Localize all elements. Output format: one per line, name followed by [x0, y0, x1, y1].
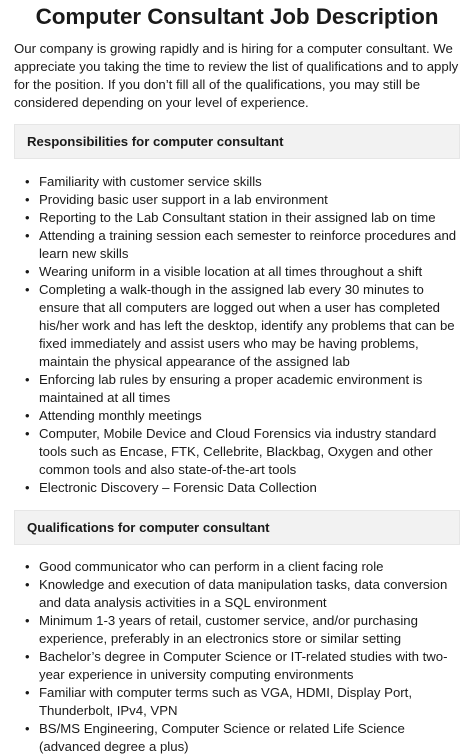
list-item	[25, 407, 460, 425]
bullet-icon: •	[25, 559, 30, 574]
bullet-icon: •	[25, 426, 30, 441]
qualifications-list	[14, 558, 460, 756]
bullet-icon: •	[25, 613, 30, 628]
qualifications-heading: Qualifications for computer consultant	[14, 510, 460, 545]
list-item-text: Enforcing lab rules by ensuring a proper academic environment is maintained at all times	[39, 372, 423, 405]
bullet-icon: •	[25, 685, 30, 700]
list-item-text: Familiar with computer terms such as VGA, HDMI, Display Port, Thunderbolt, IPv4, VPN	[39, 685, 413, 718]
list-item	[25, 576, 460, 612]
list-item-text: Providing basic user support in a lab environment	[39, 192, 328, 207]
list-item	[25, 281, 460, 371]
list-item-text: Wearing uniform in a visible location at all times throughout a shift	[39, 264, 423, 279]
list-item	[25, 720, 460, 756]
bullet-icon: •	[25, 282, 30, 297]
list-item	[25, 425, 460, 479]
list-item	[25, 479, 460, 497]
responsibilities-list	[14, 173, 460, 497]
list-item	[25, 648, 460, 684]
list-item	[25, 558, 460, 576]
bullet-icon: •	[25, 721, 30, 736]
list-item	[25, 191, 460, 209]
list-item	[25, 263, 460, 281]
list-item-text: Minimum 1-3 years of retail, customer service, and/or purchasing experience, preferably in an electronics store or similar setting	[39, 613, 418, 646]
responsibilities-heading: Responsibilities for computer consultant	[14, 124, 460, 159]
list-item-text: Reporting to the Lab Consultant station in their assigned lab on time	[39, 210, 436, 225]
bullet-icon: •	[25, 264, 30, 279]
bullet-icon: •	[25, 372, 30, 387]
list-item	[25, 209, 460, 227]
bullet-icon: •	[25, 577, 30, 592]
list-item-text: Attending monthly meetings	[39, 408, 202, 423]
bullet-icon: •	[25, 192, 30, 207]
list-item	[25, 612, 460, 648]
bullet-icon: •	[25, 649, 30, 664]
bullet-icon: •	[25, 174, 30, 189]
list-item-text: Attending a training session each semester to reinforce procedures and learn new skills	[39, 228, 457, 261]
list-item	[25, 227, 460, 263]
list-item	[25, 684, 460, 720]
intro-paragraph: Our company is growing rapidly and is hiring for a computer consultant. We appreciate you taking the time to review the list of qualifications and to apply for the position. If you don’t fill all of the qualifications, you may still be considered depending on your level of experience.	[14, 41, 459, 110]
list-item-text: Computer, Mobile Device and Cloud Forensics via industry standard tools such as Encase, FTK, Cellebrite, Blackbag, Oxygen and other common tools and also state-of-the-art tools	[39, 426, 437, 477]
list-item-text: Familiarity with customer service skills	[39, 174, 262, 189]
list-item-text: Electronic Discovery – Forensic Data Collection	[39, 480, 317, 495]
list-item-text: Good communicator who can perform in a client facing role	[39, 559, 384, 574]
bullet-icon: •	[25, 228, 30, 243]
bullet-icon: •	[25, 210, 30, 225]
list-item-text: Completing a walk-though in the assigned lab every 30 minutes to ensure that all computers are logged out when a user has completed his/her work and has left the desktop, identify any problems that can be fixed immediately and assist users who may be having problems, maintain the physical appearance of the assigned lab	[39, 282, 455, 369]
bullet-icon: •	[25, 408, 30, 423]
list-item-text: Knowledge and execution of data manipulation tasks, data conversion and data analysis activities in a SQL environment	[39, 577, 448, 610]
list-item-text: BS/MS Engineering, Computer Science or related Life Science (advanced degree a plus)	[39, 721, 405, 754]
list-item-text: Bachelor’s degree in Computer Science or IT-related studies with two-year experience in university computing environments	[39, 649, 448, 682]
page-title: Computer Consultant Job Description	[35, 4, 439, 29]
bullet-icon: •	[25, 480, 30, 495]
list-item	[25, 371, 460, 407]
list-item	[25, 173, 460, 191]
